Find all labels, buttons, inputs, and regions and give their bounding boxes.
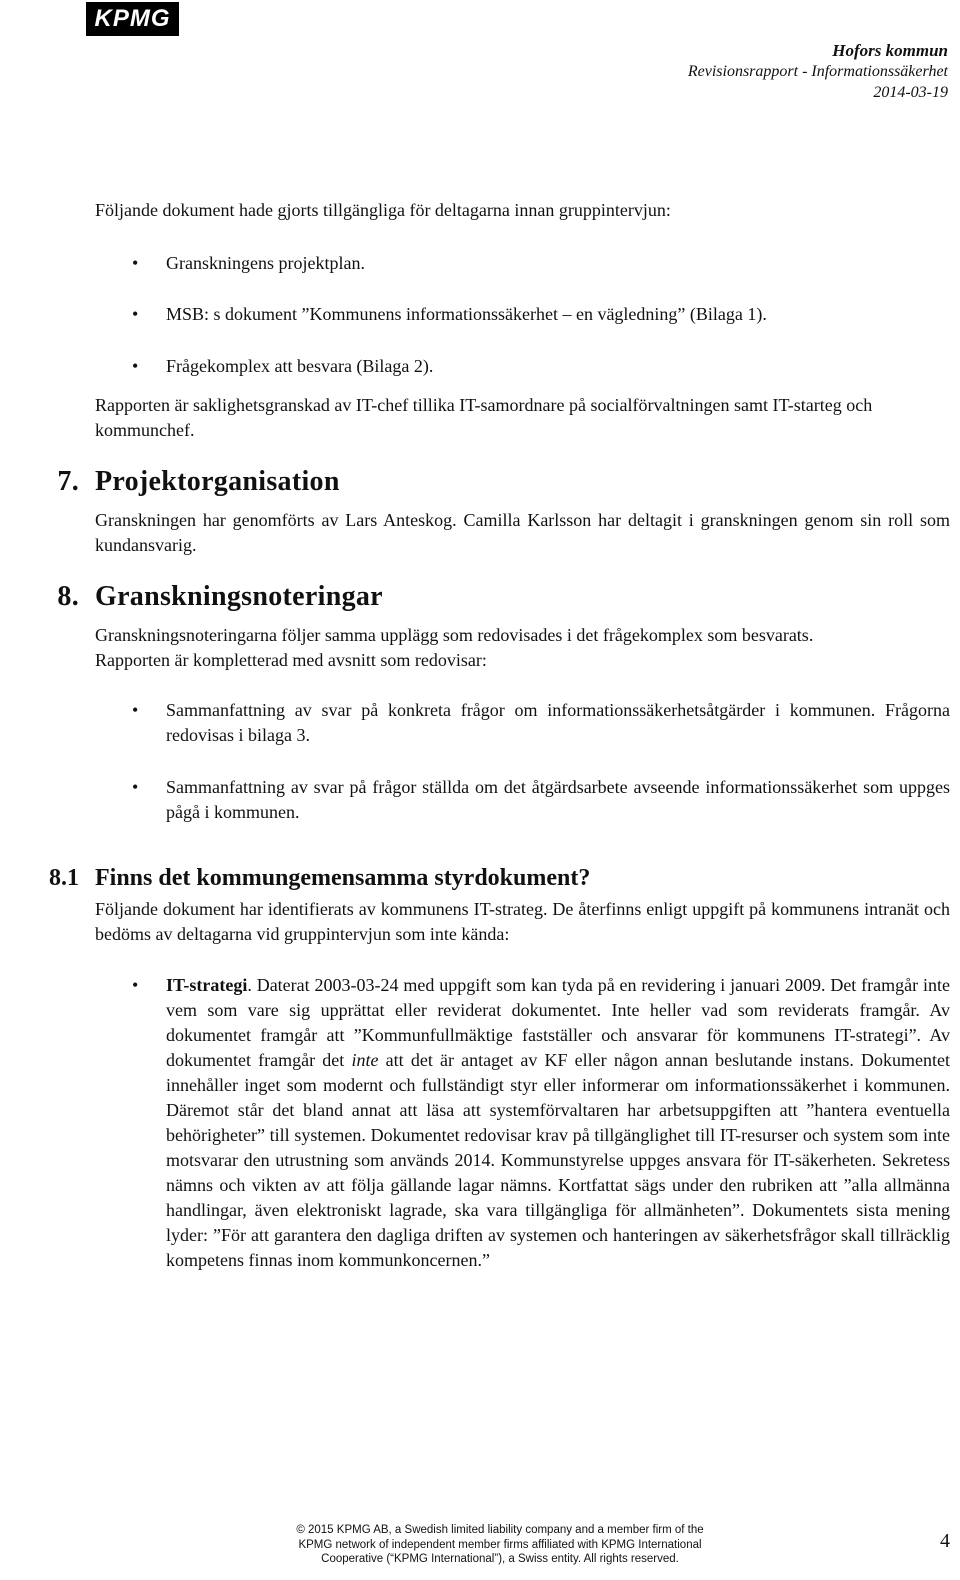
bullet-text: . Daterat 2003-03-24 med uppgift som kan tyda på en revidering i januari 2009. Det framgår inte vem som vare sig upprättat eller reviderat dokumentet. Inte heller vad som reviderats framgår. Av dokumentet framgår att ”Kommunfullmäktige fastställer och ansvarar för kommunens IT-strategi”. Av dokumentet framgår det bbox=[166, 975, 950, 1070]
footer-line: © 2015 KPMG AB, a Swedish limited liability company and a member firm of the bbox=[296, 1524, 704, 1536]
section-7-heading bbox=[57, 465, 950, 499]
intro-bullet: • MSB: s dokument ”Kommunens informationssäkerhet – en vägledning” (Bilaga 1). bbox=[95, 302, 950, 327]
footer-line: KPMG network of independent member firms affiliated with KPMG International bbox=[298, 1538, 702, 1551]
section-title: Finns det kommungemensamma styrdokument? bbox=[95, 865, 591, 891]
section-8-text: Rapporten är kompletterad med avsnitt som redovisar: bbox=[95, 650, 487, 670]
review-paragraph: Rapporten är saklighetsgranskad av IT-chef tillika IT-samordnare på socialförvaltningen samt IT-starteg och kommunchef. bbox=[95, 395, 873, 440]
page-header bbox=[688, 40, 948, 103]
header-report-title: Revisionsrapport - Informationssäkerhet bbox=[687, 63, 948, 80]
section-title: Granskningsnoteringar bbox=[95, 581, 383, 612]
document-body bbox=[49, 198, 950, 1273]
bullet-term: IT-strategi bbox=[166, 975, 248, 995]
bullet-emphasis: inte bbox=[351, 1050, 379, 1070]
page-footer bbox=[280, 1523, 720, 1567]
section-8-bullet: • Sammanfattning av svar på frågor ställda om det åtgärdsarbete avseende informationssäkerhet som uppges pågå i kommunen. bbox=[95, 775, 950, 825]
header-kommun: Hofors kommun bbox=[832, 41, 948, 60]
section-8-1-heading bbox=[49, 863, 950, 893]
intro-bullet: • Frågekomplex att besvara (Bilaga 2). bbox=[95, 354, 950, 379]
section-8-1-bullet bbox=[95, 973, 950, 1273]
section-8-text: Granskningsnoteringarna följer samma upplägg som redovisades i det frågekomplex som besvarats. bbox=[95, 625, 814, 645]
section-number: 7. bbox=[57, 466, 79, 497]
section-7-text: Granskningen har genomförts av Lars Anteskog. Camilla Karlsson har deltagit i granskningen genom sin roll som kundansvarig. bbox=[95, 510, 950, 555]
section-title: Projektorganisation bbox=[95, 466, 340, 497]
section-number: 8.1 bbox=[49, 865, 79, 891]
header-date: 2014-03-19 bbox=[873, 84, 948, 101]
intro-lead: Följande dokument hade gjorts tillgängliga för deltagarna innan gruppintervjun: bbox=[95, 200, 671, 220]
section-8-1-text: Följande dokument har identifierats av kommunens IT-strateg. De återfinns enligt uppgift på kommunens intranät och bedöms av deltagarna vid gruppintervjun som inte kända: bbox=[95, 899, 950, 944]
page-number: 4 bbox=[940, 1530, 950, 1552]
section-8-heading bbox=[57, 580, 950, 614]
section-number: 8. bbox=[57, 581, 79, 612]
intro-bullet: • Granskningens projektplan. bbox=[95, 251, 950, 276]
section-8-bullet: • Sammanfattning av svar på konkreta frågor om informationssäkerhetsåtgärder i kommunen. Frågorna redovisas i bilaga 3. bbox=[95, 698, 950, 748]
bullet-text: att det är antaget av KF eller någon annan beslutande instans. Dokumentet innehåller inget som modernt och fullständigt styr eller informerar om informationssäkerhet i kommunen. Däremot står det bland annat att läsa att systemförvaltaren har arbetsuppgiften att ”hantera eventuella behörigheter” till systemen. Dokumentet redovisar krav på tillgänglighet till IT-resurser och system som inte motsvarar den utrustning som används 2014. Kommunstyrelse uppges ansvara för IT-säkerheten. Sekretess nämns och vikten av att följa gällande lagar nämns. Kortfattat sägs under den rubriken att ”alla allmänna handlingar, även elektroniskt lagrade, ska vara tillgängliga för allmänheten”. Dokumentets sista mening lyder: ”För att garantera den dagliga driften av systemen och hanteringen av säkerhetsfrågor skall tillräcklig kompetens finnas inom kommunkoncernen.” bbox=[166, 1050, 950, 1270]
kpmg-logo: KPMG bbox=[86, 2, 179, 36]
footer-line: Cooperative (“KPMG International”), a Swiss entity. All rights reserved. bbox=[321, 1553, 679, 1565]
